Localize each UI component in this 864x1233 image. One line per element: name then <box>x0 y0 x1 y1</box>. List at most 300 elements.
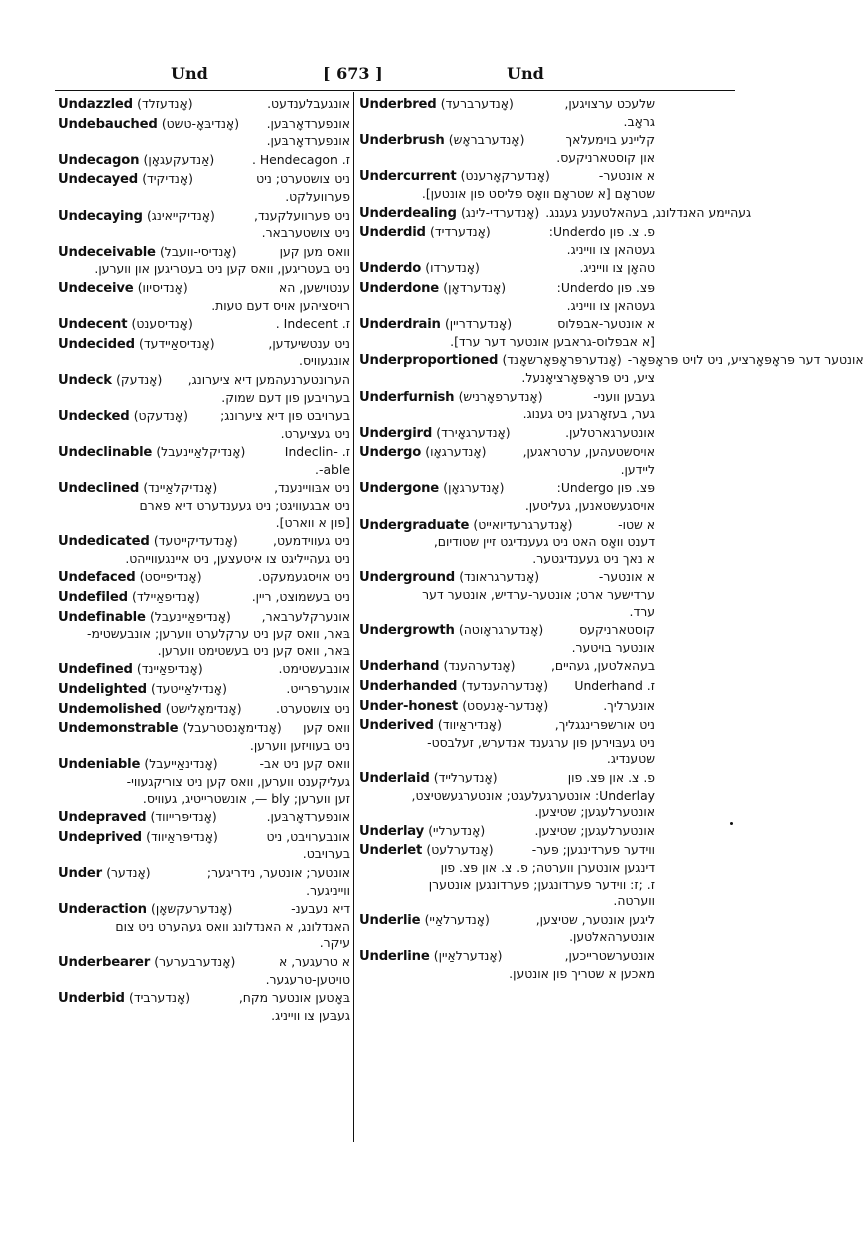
definition-line: אויסגעשטאנען, געליטען. <box>524 498 655 514</box>
definition-line: ניט אבגעוויגט; ניט געענדערט דיא פארם <box>139 498 350 514</box>
definition-line: אונבעשטימט. <box>278 661 350 677</box>
headword: Undemonstrable <box>58 721 179 737</box>
entry-first-line <box>359 280 655 298</box>
definition-line: . Indecent .ז <box>275 316 350 332</box>
dictionary-entry <box>58 865 350 899</box>
definition-line: אונטער; אונטער, נידריגער; <box>206 864 350 880</box>
headword: Underlaid <box>359 770 430 786</box>
headword: Undeclinable <box>58 445 153 461</box>
entry-first-line <box>359 444 655 462</box>
headword: Undeprived <box>58 829 142 845</box>
entry-first-line <box>359 96 655 114</box>
headword: Undefinable <box>58 609 146 625</box>
headword: Undecent <box>58 317 128 333</box>
pronunciation: (אָנדיסיוו) <box>137 279 188 295</box>
pronunciation: (אָנדערליי) <box>428 822 486 838</box>
dictionary-entry <box>359 168 655 202</box>
pronunciation: (אָנדערגאָו) <box>425 444 487 460</box>
pronunciation: (אָנדימאָלישט) <box>165 700 242 716</box>
headword: Under <box>58 865 102 881</box>
entry-first-line <box>58 444 350 462</box>
dictionary-entry <box>359 622 655 656</box>
entry-first-line <box>58 756 350 774</box>
entry-first-line <box>58 589 350 607</box>
pronunciation: (אָנדיקיד) <box>142 171 193 187</box>
pronunciation: (אָנדילאַייטעד) <box>151 681 227 696</box>
pronunciation: (אָנדערלאַיי) <box>424 911 490 927</box>
headword-group <box>359 425 511 443</box>
entry-first-line <box>58 809 350 827</box>
headword-group <box>359 389 543 407</box>
left-column <box>58 96 350 1026</box>
headword: Undergo <box>359 445 422 461</box>
entry-first-line <box>359 569 655 587</box>
entry-first-line <box>359 717 655 735</box>
headword: Underhand <box>359 659 440 675</box>
headword-group <box>359 444 487 462</box>
entry-first-line <box>58 244 350 262</box>
headword-group <box>58 901 232 919</box>
headword-group <box>58 408 188 426</box>
dictionary-entry <box>359 948 655 982</box>
entry-first-line <box>359 168 655 186</box>
dictionary-entry <box>58 990 350 1024</box>
dictionary-entry <box>58 681 350 699</box>
headword-group <box>58 336 215 354</box>
definition-line: געבען וועני- <box>593 388 655 404</box>
definition-line: אונפערדאָרבּען. <box>266 115 350 131</box>
dictionary-entry <box>58 829 350 863</box>
column-divider <box>353 92 354 1142</box>
headword: Underived <box>359 718 434 734</box>
definition-line: בעהאלטען, געהיים, <box>550 658 655 674</box>
pronunciation: (אַנדעקעגאָן) <box>143 151 215 167</box>
entry-first-line <box>58 96 350 114</box>
headword: Underground <box>359 570 456 586</box>
headword: Undergird <box>359 425 433 441</box>
headword-group <box>359 948 502 966</box>
dictionary-entry <box>58 244 350 278</box>
definition-line: אונערליך. <box>603 697 655 713</box>
definition-line: אונטערשטרייכען, <box>564 947 655 963</box>
dictionary-entry <box>359 425 655 443</box>
headword-group <box>359 96 514 114</box>
headword-group <box>58 661 203 679</box>
definition-line: טהאָן צו ווייניג. <box>579 260 655 276</box>
definition-line: ווידער פערדינגען; פּער- <box>531 842 655 858</box>
definition-line: עיקר. <box>319 935 350 951</box>
pronunciation: (אָנדעדיקייטעד) <box>153 533 238 549</box>
definition-line: אונטערהאלטען. <box>569 929 655 945</box>
pronunciation: (אָנדערביד) <box>129 990 191 1006</box>
headword: Undelighted <box>58 682 147 697</box>
definition-line: געבּען צו ווייניג. <box>271 1007 350 1023</box>
dictionary-entry <box>58 96 350 114</box>
definition-line: אונטערלעגען; שטיצען. <box>534 804 655 820</box>
entry-first-line <box>359 224 655 242</box>
definition-line: בּאָטען אונטער מקח, <box>238 990 350 1006</box>
entry-first-line <box>359 948 655 966</box>
definition-line: ניט צושטערט; ניט <box>256 171 350 187</box>
dictionary-entry <box>359 912 655 946</box>
entry-first-line <box>58 533 350 551</box>
headword-group <box>359 280 506 298</box>
headword: Underlie <box>359 912 421 928</box>
entry-first-line <box>359 316 655 334</box>
headword-group <box>359 658 516 676</box>
definition-line: אונפערדאָרבּען. <box>266 809 350 825</box>
headword-group <box>58 316 193 334</box>
definition-line: ווערטה. <box>613 893 655 909</box>
dictionary-entry <box>359 658 655 676</box>
dictionary-entry <box>359 280 655 314</box>
definition-line: ניט בעטריגען, וואס קען ניט בעטריגען און ווערען. <box>94 261 350 277</box>
headword-group <box>58 954 235 972</box>
definition-line: גראָב. <box>623 113 655 129</box>
headword: Underdone <box>359 280 440 296</box>
entry-first-line <box>58 720 350 738</box>
headword-group <box>359 823 485 841</box>
pronunciation: (אָנדינאַייעבל) <box>144 756 218 772</box>
dictionary-entry <box>359 480 655 514</box>
definition-line: א אונטער- <box>598 168 655 184</box>
pronunciation: (אָנדערבערער) <box>154 953 236 969</box>
headword-group <box>58 480 217 498</box>
headword-group <box>58 116 239 134</box>
definition-line: ניט געווידמעט, <box>273 533 350 549</box>
dictionary-entry <box>58 480 350 531</box>
definition-line: בּאר, וואס קען ניט בעשטימט ווערען. <box>157 642 350 658</box>
definition-line: Underhand .ז <box>574 678 655 693</box>
headword: Underbearer <box>58 954 151 970</box>
entry-first-line <box>359 622 655 640</box>
pronunciation: (אָנדיסי-וועבל) <box>159 243 237 259</box>
entry-first-line <box>58 280 350 298</box>
entry-first-line <box>359 517 655 535</box>
definition-line: אונטערלעגען; שטיצען. <box>534 822 655 838</box>
pronunciation: (אָנדערגראונד) <box>459 569 540 585</box>
headword-group <box>58 720 282 738</box>
dictionary-entry <box>58 444 350 478</box>
definition-line: ניט געהייליגט צו איטעצען, ניט איינגעווייהט. <box>125 550 350 566</box>
headword-group <box>359 569 539 587</box>
definition-line: בערויבען פון דעם שמוק. <box>221 389 350 405</box>
entry-first-line <box>359 912 655 930</box>
definition-line: אונטער בויטער. <box>571 639 655 655</box>
definition-line: [א אבפלוס-גראבען אונטער דער ערד]. <box>450 333 655 349</box>
headword: Undecayed <box>58 172 138 188</box>
pronunciation: (אָנדעזלד) <box>137 96 193 111</box>
definition-line: הערונטערנעהמען דיא ציערונג, <box>187 371 350 387</box>
definition-line: רויסציהען אויס דעם טעות. <box>211 297 350 313</box>
pronunciation: (אָנדערפּראָפּאָרשאָנד) <box>502 352 622 368</box>
definition-line: ווייניגער. <box>306 882 350 898</box>
headword: Underbrush <box>359 133 445 149</box>
entry-first-line <box>58 954 350 972</box>
pronunciation: (אָנדערברעד) <box>440 96 514 111</box>
headword: Underfurnish <box>359 389 455 405</box>
dictionary-entry <box>58 208 350 242</box>
definition-line: א נאך ניט געענדיגטער. <box>532 550 655 566</box>
definition-line: אונפערדאָרבּען. <box>266 133 350 149</box>
pronunciation: (אָנדערדאָן) <box>443 279 507 295</box>
definition-line: געטהאן צו ווייניג. <box>566 241 655 257</box>
definition-line: געטהאן צו ווייניג. <box>566 297 655 313</box>
dictionary-entry <box>359 352 864 386</box>
pronunciation: (אָנדערגאָירד) <box>436 424 511 440</box>
entry-first-line <box>58 569 350 587</box>
definition-line: דענט וואָס האט ניט געענדיגט זיין שטודיום, <box>433 534 655 550</box>
definition-line: שטענדיג. <box>606 751 655 767</box>
entry-first-line <box>359 352 864 370</box>
definition-line: פ. צ. פון Underdo: <box>548 224 655 240</box>
headword: Undemolished <box>58 701 162 717</box>
headword-group <box>58 171 193 189</box>
dictionary-entry <box>58 372 350 406</box>
headword-group <box>359 770 498 788</box>
definition-line: א אונטער- <box>598 569 655 585</box>
entry-first-line <box>58 372 350 390</box>
entry-first-line <box>359 260 655 278</box>
headword: Undergone <box>359 481 440 497</box>
definition-line: א טרעגער, א <box>278 953 350 969</box>
dictionary-entry <box>58 809 350 827</box>
headword-group <box>58 756 218 774</box>
entry-first-line <box>359 658 655 676</box>
headword-group <box>58 372 162 390</box>
headword: Underline <box>359 948 430 964</box>
dictionary-entry <box>359 517 655 568</box>
definition-line: ניט בעשמוצט, ריין. <box>251 589 350 605</box>
page-number: [ 673 ] <box>323 64 383 83</box>
definition-line: בערויבט. <box>302 846 350 862</box>
definition-line: [פון א ווארט]. <box>275 514 350 530</box>
entry-first-line <box>58 901 350 919</box>
running-head-left: Und <box>171 64 208 83</box>
entry-first-line <box>58 701 350 719</box>
entry-first-line <box>58 990 350 1008</box>
headword: Underlet <box>359 843 423 859</box>
pronunciation: (אָנדערהענדעד) <box>461 678 549 693</box>
entry-first-line <box>359 770 655 788</box>
headword-group <box>359 316 512 334</box>
entry-first-line <box>58 316 350 334</box>
definition-line: א שטו- <box>618 516 655 532</box>
headword: Underdid <box>359 225 426 241</box>
entry-first-line <box>58 408 350 426</box>
definition-line: גער, בעזאָרגען ניט גענוג. <box>522 406 655 422</box>
pronunciation: (אָנדיפאַיינעבל) <box>149 608 231 624</box>
pronunciation: (אָנדעקט) <box>133 408 188 424</box>
dictionary-entry <box>58 756 350 807</box>
pronunciation: (אָנדיפּראַיווד) <box>146 828 218 844</box>
pronunciation: (אָנדערעקשאָן) <box>150 901 233 917</box>
dictionary-entry <box>58 901 350 952</box>
definition-line: קליינע בוימעלאך <box>565 132 655 148</box>
definition-line: וואס קען ניט אב- <box>259 756 350 772</box>
pronunciation: (אָנדיקלאַיינד) <box>143 480 218 496</box>
definition-line: able-. <box>315 461 350 477</box>
pronunciation: (אָנדיפּרייווד) <box>150 809 217 825</box>
dictionary-entry <box>58 316 350 334</box>
definition-line: אונבערויבט, ניט <box>266 828 350 844</box>
headword-group <box>58 990 190 1008</box>
definition-line: ענטוישען, ה‍א‍‍‍‍‍‍ <box>278 279 350 295</box>
definition-line: ליגען אונטער, שטיצען, <box>535 911 655 927</box>
entry-first-line <box>359 842 655 860</box>
headword-group <box>58 152 214 170</box>
headword: Undergraduate <box>359 517 470 533</box>
pronunciation: (אָנדערהענד) <box>443 658 516 674</box>
headword: Underdrain <box>359 317 441 333</box>
definition-line: ניט געבּוירען פון ערגענד אנדערש, זעלבסט- <box>427 734 655 750</box>
dictionary-entry <box>58 569 350 587</box>
definition-line: פּצ. פון Underdo: <box>556 279 655 295</box>
definition-line: ניט אויסגעמעקט. <box>258 569 350 585</box>
definition-line: אונגעוויס. <box>299 353 350 369</box>
dictionary-entry <box>359 224 655 258</box>
dictionary-entry <box>359 96 655 130</box>
dictionary-entry <box>359 717 655 768</box>
headword-group <box>58 280 188 298</box>
dictionary-entry <box>58 701 350 719</box>
entry-first-line <box>58 171 350 189</box>
entry-first-line <box>58 480 350 498</box>
dictionary-entry <box>359 698 655 716</box>
entry-first-line <box>58 865 350 883</box>
definition-line: בּאר, וואס קען ניט ערקלערט ווערען; אונבעשטימ- <box>87 626 350 642</box>
pronunciation: (אָנדימאָנסטרעבל) <box>182 720 282 736</box>
pronunciation: (אָנדערגראָוטה) <box>458 622 544 638</box>
dictionary-entry <box>58 116 350 150</box>
pronunciation: (אָנדערלעט) <box>426 842 494 858</box>
headword-group <box>58 244 236 262</box>
headword-group <box>58 589 200 607</box>
definition-line: . Hendecagon .ז <box>251 151 350 167</box>
pronunciation: (אָנדער-אָנעסט) <box>462 697 549 713</box>
definition-line: ניט ענטשיעדען, <box>268 335 350 351</box>
headword-group <box>359 678 548 696</box>
headword: Undebauched <box>58 116 158 132</box>
headword-group <box>58 681 227 699</box>
pronunciation: (אָנדערפאָרניש) <box>458 388 543 404</box>
headword-group <box>359 842 494 860</box>
dictionary-entry <box>359 389 655 423</box>
definition-line: Underlay: אונטערגעלעגט; אונטערגעשטיצט, <box>411 787 655 803</box>
definition-line: ניט בעוויזען ווערען. <box>249 737 350 753</box>
headword: Undepraved <box>58 810 147 826</box>
headword: Undeclined <box>58 481 140 497</box>
running-head-right: Und <box>507 64 544 83</box>
dictionary-entry <box>359 569 655 620</box>
headword: Undeniable <box>58 757 141 773</box>
headword-group <box>359 224 491 242</box>
headword: Undefaced <box>58 570 136 586</box>
headword-group <box>359 168 550 186</box>
definition-line: ערד. <box>629 603 655 619</box>
headword: Undefined <box>58 662 133 678</box>
headword: Undefiled <box>58 590 128 606</box>
entry-first-line <box>359 678 655 696</box>
headword-group <box>359 480 504 498</box>
pronunciation: (אָנדעק) <box>116 371 163 387</box>
definition-line: געליקענט ווערען, וואס קען ניט צוריקגעווי- <box>126 773 350 789</box>
definition-line: אונטערגארטלען. <box>565 424 655 440</box>
definition-line: ליידען. <box>620 461 655 477</box>
definition-line: פּצ. פון Undergo: <box>556 480 655 496</box>
definition-line: ציע, ניט פּראָפּאָרציאָנעל. <box>521 369 655 385</box>
definition-line: וואס מען קען <box>279 243 350 259</box>
entry-first-line <box>58 609 350 627</box>
headword-group <box>58 208 215 226</box>
dictionary-entry <box>359 770 655 821</box>
headword: Undeck <box>58 372 112 388</box>
pronunciation: (אָנדיסענט) <box>131 316 193 332</box>
dictionary-entry <box>359 678 655 696</box>
entry-first-line <box>359 132 655 150</box>
headword-group <box>359 352 622 370</box>
definition-line: שלעכט ערצויגען, <box>564 96 655 111</box>
definition-line: פערוועלקט. <box>285 188 350 204</box>
pronunciation: (אָנדערדו) <box>425 260 480 276</box>
pronunciation: (אָנדיפייסט) <box>139 569 202 585</box>
headword: Under-honest <box>359 698 458 714</box>
dictionary-entry <box>58 280 350 314</box>
headword-group <box>58 865 151 883</box>
definition-line: זען ווערען; bly —, אונשטרייטיג, געוויס. <box>142 790 350 806</box>
definition-line: מאכען א שטריך פון אונטען. <box>509 965 655 981</box>
definition-line: ניט צושטערבאר. <box>261 225 350 241</box>
headword: Underhanded <box>359 679 458 694</box>
headword: Underaction <box>58 902 147 918</box>
entry-first-line <box>58 208 350 226</box>
headword-group <box>359 260 480 278</box>
headword-group <box>359 622 543 640</box>
stray-mark <box>730 822 733 825</box>
headword: Undeceivable <box>58 244 156 260</box>
definition-line: ניט געציערט. <box>280 425 350 441</box>
dictionary-entry <box>359 444 655 478</box>
headword-group <box>58 444 245 462</box>
headword: Undazzled <box>58 97 133 112</box>
headword: Undecagon <box>58 152 140 168</box>
dictionary-entry <box>359 842 655 909</box>
dictionary-entry <box>58 533 350 567</box>
definition-line: קוסטארניקעס <box>579 622 655 638</box>
pronunciation: (אָנדערגרעדיואייט) <box>473 516 573 532</box>
definition-line: אויסשטעהען, ערטראגען, <box>522 444 655 460</box>
headword-group <box>58 96 193 114</box>
entry-first-line <box>58 336 350 354</box>
definition-line: טויטען-טרעגער. <box>265 971 350 987</box>
pronunciation: (אָנדיקלאַיינעבל) <box>156 444 246 460</box>
headword: Underdo <box>359 261 422 277</box>
headword: Underdealing <box>359 205 457 221</box>
dictionary-entry <box>359 823 655 841</box>
dictionary-entry <box>58 609 350 660</box>
headword-group <box>58 701 242 719</box>
headword-group <box>359 717 502 735</box>
dictionary-entry <box>58 954 350 988</box>
pronunciation: (אָנדיפאַיילד) <box>132 589 200 605</box>
headword: Underbred <box>359 97 437 112</box>
definition-line: ניט צושטערט. <box>276 700 350 716</box>
dictionary-entry <box>359 204 752 223</box>
headword-group <box>359 698 548 716</box>
headword-group <box>359 517 572 535</box>
headword-group <box>359 132 524 150</box>
headword: Undercurrent <box>359 169 457 185</box>
